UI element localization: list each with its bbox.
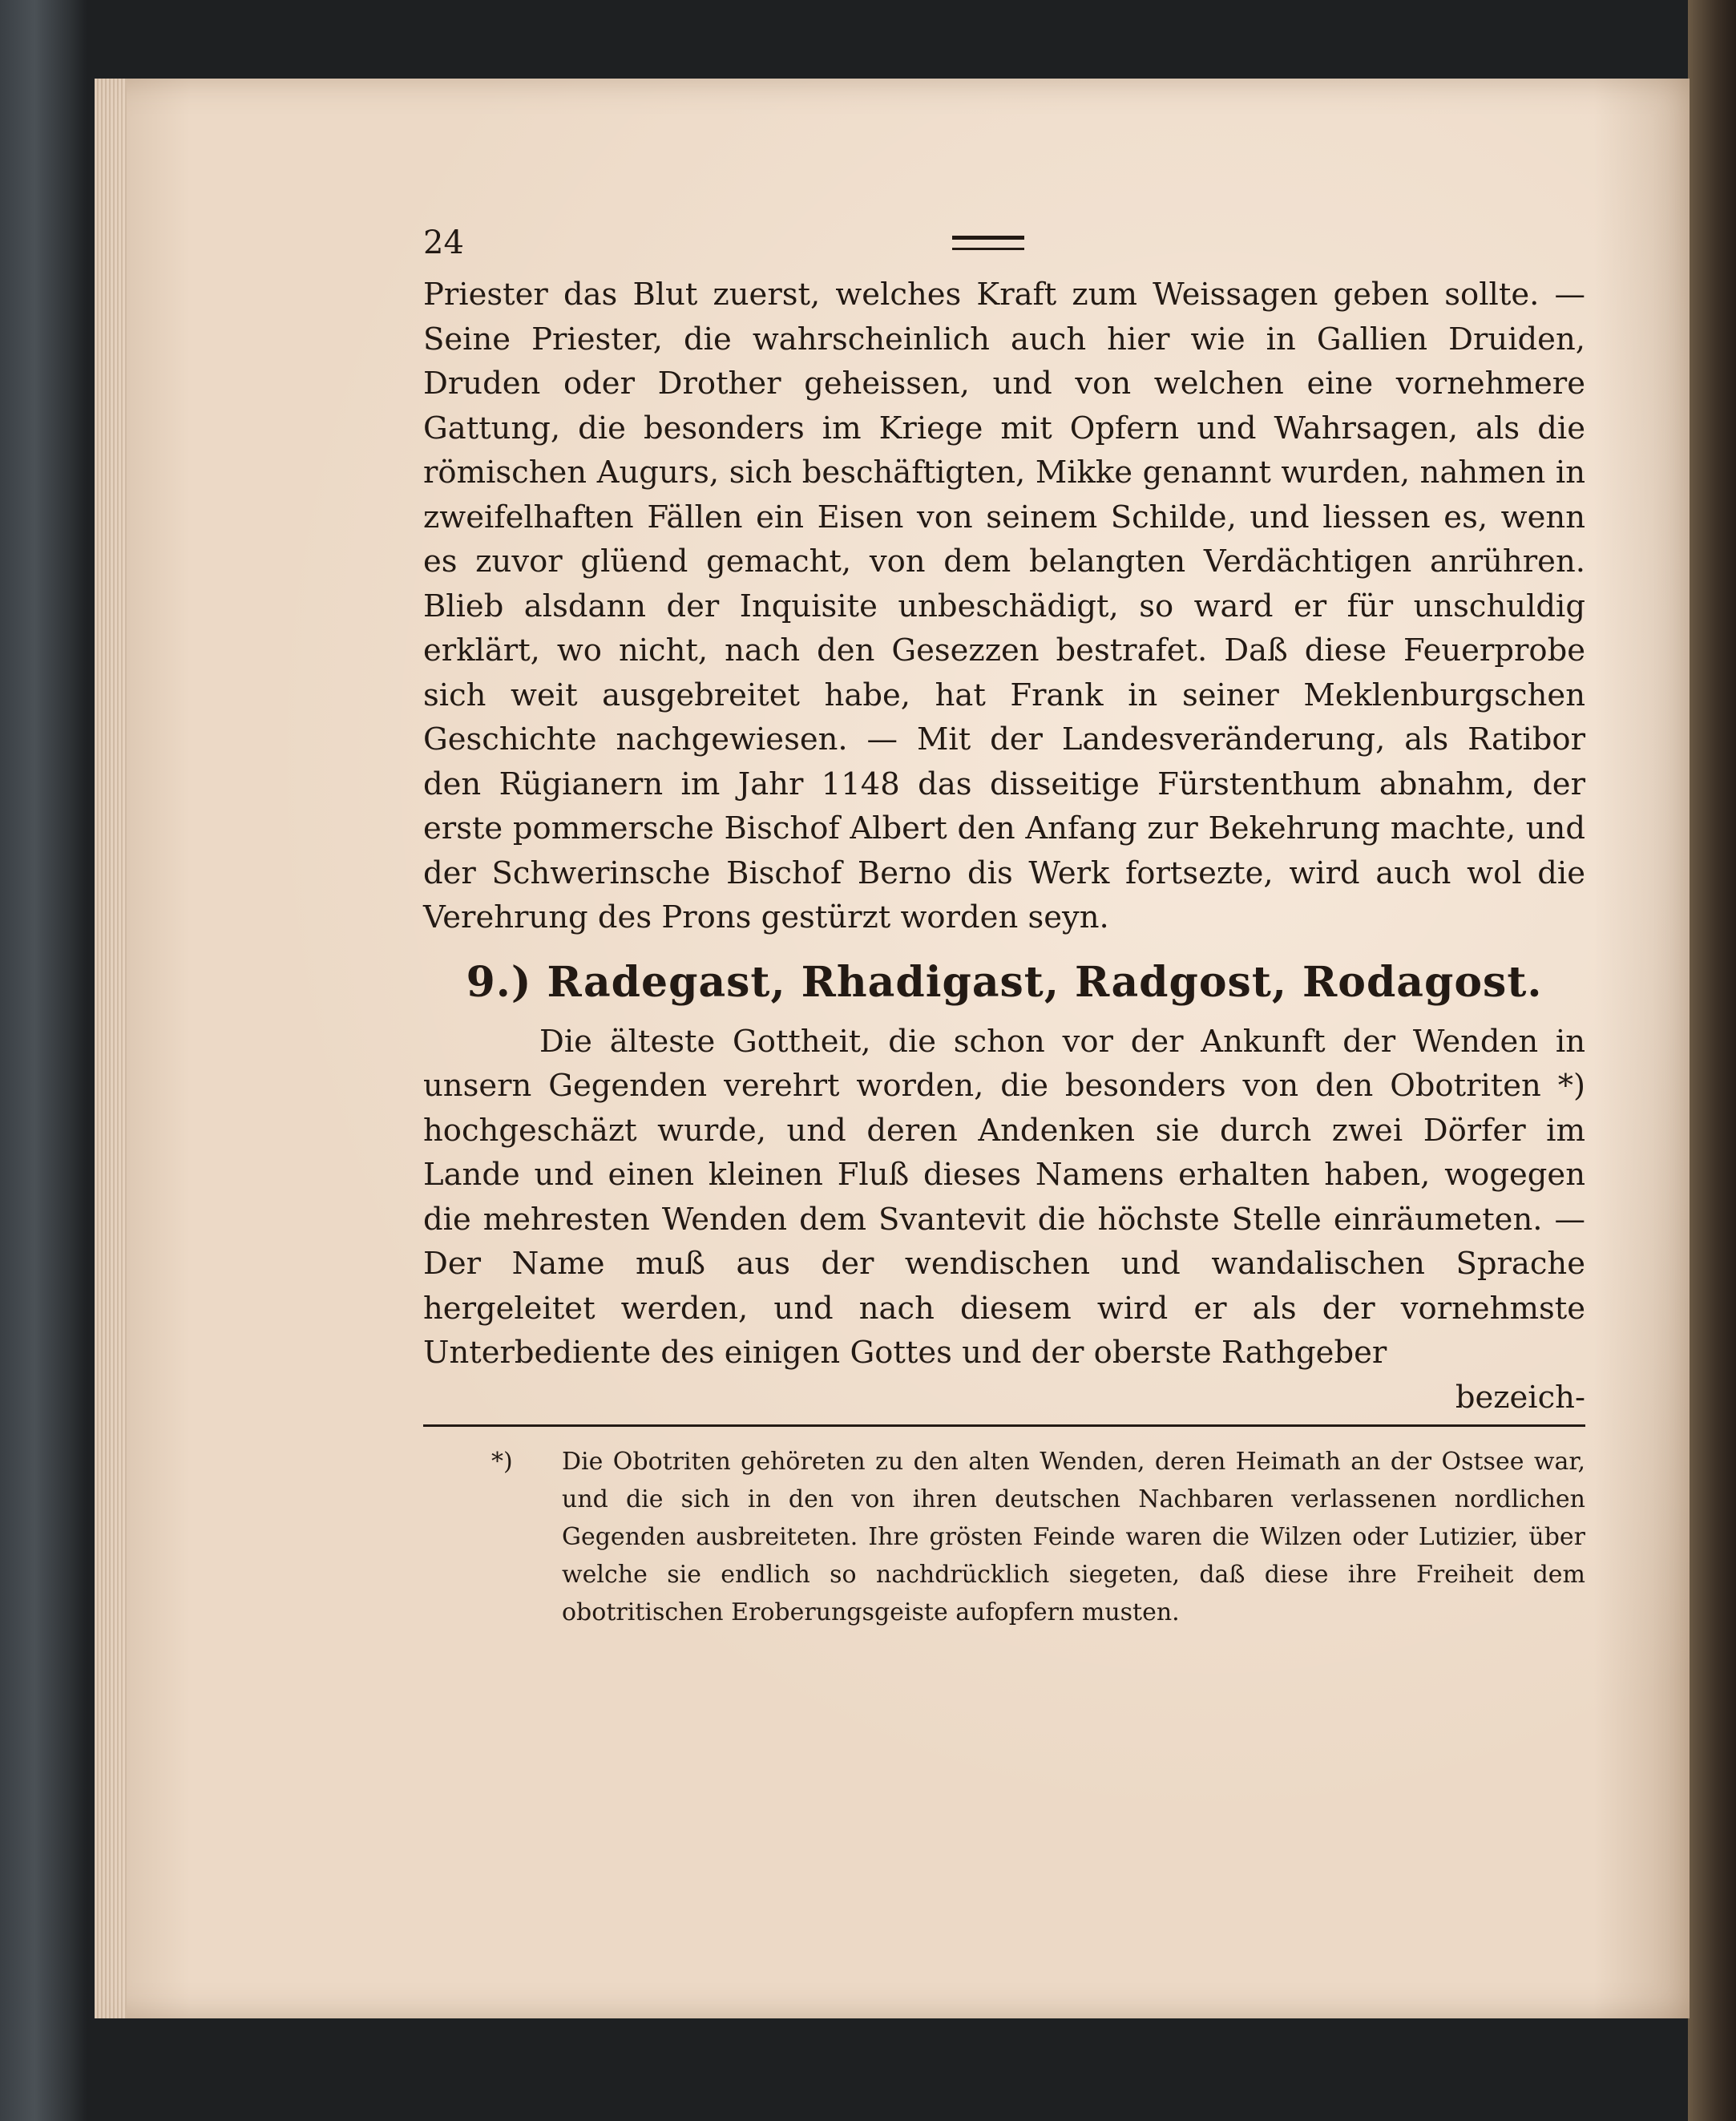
book-cover-edge (1688, 0, 1736, 2121)
running-header (423, 208, 1585, 273)
footnote-text: Die Obotriten gehöreten zu den alten Wenden, deren Heimath an der Ostsee war, und die sich in den von ihren deutschen Nachbaren verlassenen nordlichen Gegenden ausbreiteten. Ihre grösten Feinde waren die Wilzen oder Lutizier, über welche sie endlich so nachdrücklich siegeten, daß diese ihre Freiheit dem obotritischen Eroberungsgeiste aufopfern musten. (562, 1448, 1585, 1626)
footnote-mark: *) (491, 1448, 513, 1476)
body-paragraph-2: Die älteste Gottheit, die schon vor der Ankunft der Wenden in unsern Gegenden verehrt worden, die besonders von den Obotriten *) hochgeschäzt wurde, und deren Andenken sie durch zwei Dörfer im Lande und einen kleinen Fluß dieses Namens erhalten haben, wogegen die mehresten Wenden dem Svantevit die höchste Stelle einräumeten. — Der Name muß aus der wendischen und wandalischen Sprache hergeleitet werden, und nach diesem wird er als der vornehmste Unterbediente des einigen Gottes und der oberste Rathgeber (423, 1023, 1585, 1371)
section-heading: 9.) Radegast, Rhadigast, Radgost, Rodagost. (466, 957, 1543, 1007)
footnote-rule (423, 1424, 1585, 1427)
header-rule (952, 236, 1024, 250)
body-paragraph-1: Priester das Blut zuerst, welches Kraft zum Weissagen geben sollte. — Seine Priester, die wahrscheinlich auch hier wie in Gallien Druiden, Druden oder Drother geheissen, und von welchen eine vornehmere Gattung, die besonders im Kriege mit Opfern und Wahrsagen, als die römischen Augurs, sich beschäftigten, Mikke genannt wurden, nahmen in zweifelhaften Fällen ein Eisen von seinem Schilde, und liessen es, wenn es zuvor glüend gemacht, von dem belangten Verdächtigen anrühren. Blieb alsdann der Inquisite unbeschädigt, so ward er für unschuldig erklärt, wo nicht, nach den Gesezzen bestrafet. Daß diese Feuerprobe sich weit ausgebreitet habe, hat Frank in seiner Meklenburgschen Geschichte nachgewiesen. — Mit der Landesveränderung, als Ratibor den Rügianern im Jahr 1148 das disseitige Fürstenthum abnahm, der erste pommersche Bischof Albert den Anfang zur Bekehrung machte, und der Schwerinsche Bischof Berno dis Werk fortsezte, wird auch wol die Verehrung des Prons gestürzt worden seyn. (423, 277, 1585, 935)
footnote (491, 1443, 1585, 1631)
page-number: 24 (423, 224, 464, 261)
page-stack-edges (95, 79, 127, 2018)
page-text-block (423, 208, 1585, 1631)
catchword: bezeich- (1455, 1379, 1585, 1416)
